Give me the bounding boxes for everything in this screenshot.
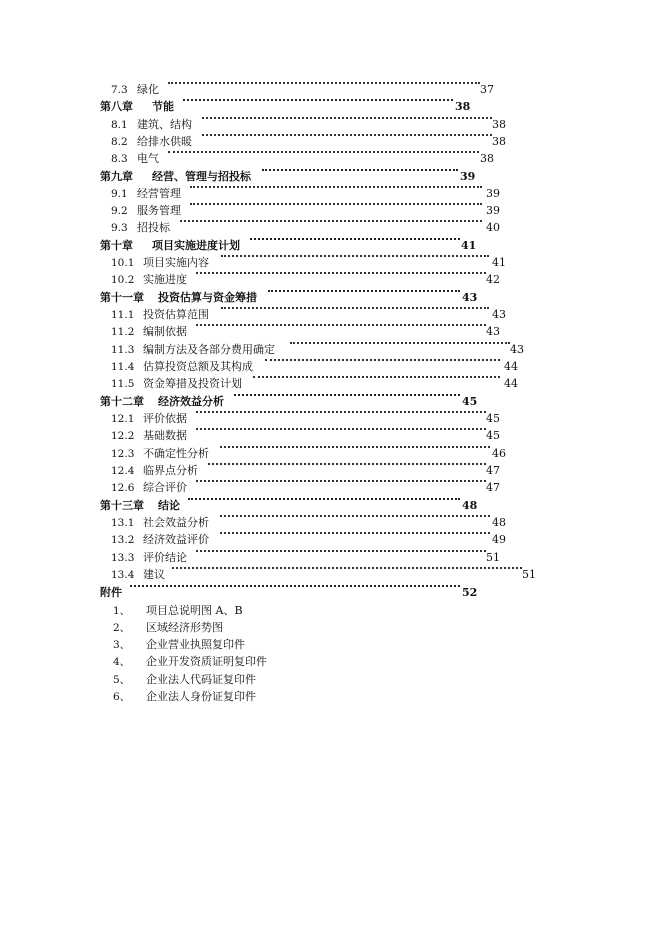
toc-page-number: 37 <box>480 83 494 96</box>
toc-page-number: 51 <box>486 551 500 564</box>
toc-page-number: 38 <box>492 118 506 131</box>
chapter-number: 第十二章 <box>100 395 144 408</box>
toc-title: 绿化 <box>137 83 159 96</box>
toc-title: 编制依据 <box>143 325 187 338</box>
dot-leader <box>196 324 486 326</box>
toc-number: 8.3 <box>111 153 128 165</box>
dot-leader <box>253 376 500 378</box>
dot-leader <box>268 290 460 292</box>
attachments-heading: 附件 <box>100 586 122 599</box>
dot-leader <box>183 99 453 101</box>
toc-title: 实施进度 <box>143 273 187 286</box>
attachment-number: 1、 <box>113 605 131 617</box>
toc-page-number: 40 <box>486 221 500 234</box>
dot-leader <box>190 186 482 188</box>
toc-page-number: 39 <box>486 204 500 217</box>
attachment-title: 企业法人代码证复印件 <box>146 673 256 686</box>
toc-title: 建筑、结构 <box>137 118 192 131</box>
toc-number: 8.1 <box>111 119 128 131</box>
dot-leader <box>234 394 460 396</box>
dot-leader <box>262 169 458 171</box>
dot-leader <box>202 134 492 136</box>
toc-title: 电气 <box>137 152 159 165</box>
attachment-number: 6、 <box>113 691 131 703</box>
attachment-number: 3、 <box>113 639 131 651</box>
dot-leader <box>208 463 486 465</box>
dot-leader <box>190 203 482 205</box>
dot-leader <box>196 272 486 274</box>
toc-number: 10.2 <box>111 274 135 286</box>
toc-number: 12.2 <box>111 430 135 442</box>
dot-leader <box>196 550 486 552</box>
toc-title: 服务管理 <box>137 204 181 217</box>
toc-number: 13.2 <box>111 534 135 546</box>
chapter-number: 第十章 <box>100 239 133 252</box>
chapter-title: 项目实施进度计划 <box>152 239 240 252</box>
toc-number: 13.3 <box>111 552 135 564</box>
toc-title: 综合评价 <box>143 481 187 494</box>
dot-leader <box>196 411 486 413</box>
dot-leader <box>265 359 500 361</box>
attachment-title: 区域经济形势图 <box>146 621 223 634</box>
toc-page-number: 43 <box>492 308 506 321</box>
toc-page-number: 42 <box>486 273 500 286</box>
toc-page-number: 38 <box>480 152 494 165</box>
attachment-number: 5、 <box>113 674 131 686</box>
toc-title: 资金筹措及投资计划 <box>143 377 242 390</box>
chapter-page-number: 39 <box>460 170 476 183</box>
toc-page-number: 45 <box>486 429 500 442</box>
dot-leader <box>172 567 522 569</box>
toc-number: 12.4 <box>111 465 135 477</box>
toc-title: 建议 <box>143 568 165 581</box>
chapter-title: 投资估算与资金筹措 <box>158 291 257 304</box>
toc-title: 项目实施内容 <box>143 256 209 269</box>
chapter-number: 第十一章 <box>100 291 144 304</box>
toc-title: 不确定性分析 <box>143 447 209 460</box>
dot-leader <box>221 307 489 309</box>
dot-leader <box>188 498 460 500</box>
toc-title: 评价结论 <box>143 551 187 564</box>
toc-number: 11.4 <box>111 361 135 373</box>
toc-title: 编制方法及各部分费用确定 <box>143 343 275 356</box>
toc-page-number: 38 <box>492 135 506 148</box>
toc-page-number: 44 <box>504 377 518 390</box>
toc-page-number: 47 <box>486 481 500 494</box>
toc-title: 经营管理 <box>137 187 181 200</box>
toc-page-number: 39 <box>486 187 500 200</box>
chapter-page-number: 48 <box>462 499 478 512</box>
dot-leader <box>130 585 460 587</box>
dot-leader <box>180 220 482 222</box>
toc-title: 经济效益评价 <box>143 533 209 546</box>
toc-title: 投资估算范围 <box>143 308 209 321</box>
toc-page-number: 51 <box>522 568 536 581</box>
toc-number: 12.3 <box>111 448 135 460</box>
toc-number: 13.1 <box>111 517 135 529</box>
chapter-page-number: 38 <box>455 100 471 113</box>
toc-number: 12.6 <box>111 482 135 494</box>
toc-title: 估算投资总额及其构成 <box>143 360 253 373</box>
attachment-number: 2、 <box>113 622 131 634</box>
chapter-number: 第十三章 <box>100 499 144 512</box>
toc-number: 9.3 <box>111 222 128 234</box>
toc-number: 13.4 <box>111 569 135 581</box>
dot-leader <box>168 82 480 84</box>
dot-leader <box>290 342 510 344</box>
chapter-number: 第九章 <box>100 170 133 183</box>
toc-page-number: 43 <box>510 343 524 356</box>
toc-page-number: 46 <box>492 447 506 460</box>
toc-title: 评价依据 <box>143 412 187 425</box>
chapter-page-number: 41 <box>461 239 477 252</box>
toc-title: 基础数据 <box>143 429 187 442</box>
toc-title: 给排水供暖 <box>137 135 192 148</box>
toc-title: 临界点分析 <box>143 464 198 477</box>
toc-number: 11.2 <box>111 326 135 338</box>
toc-number: 8.2 <box>111 136 128 148</box>
attachment-number: 4、 <box>113 656 131 668</box>
toc-page-number: 45 <box>486 412 500 425</box>
dot-leader <box>250 238 460 240</box>
dot-leader <box>221 255 489 257</box>
dot-leader <box>196 428 486 430</box>
dot-leader <box>202 117 492 119</box>
toc-number: 12.1 <box>111 413 135 425</box>
toc-number: 9.1 <box>111 188 128 200</box>
toc-page-number: 43 <box>486 325 500 338</box>
dot-leader <box>220 532 490 534</box>
chapter-page-number: 45 <box>462 395 478 408</box>
attachment-title: 企业营业执照复印件 <box>146 638 245 651</box>
dot-leader <box>168 151 479 153</box>
toc-number: 9.2 <box>111 205 128 217</box>
dot-leader <box>196 480 486 482</box>
chapter-title: 经营、管理与招投标 <box>152 170 251 183</box>
toc-number: 7.3 <box>111 84 128 96</box>
dot-leader <box>220 446 490 448</box>
toc-page-number: 41 <box>492 256 506 269</box>
toc-page-number: 47 <box>486 464 500 477</box>
toc-title: 社会效益分析 <box>143 516 209 529</box>
toc-page-number: 44 <box>504 360 518 373</box>
toc-number: 10.1 <box>111 257 135 269</box>
chapter-title: 经济效益分析 <box>158 395 224 408</box>
dot-leader <box>220 515 490 517</box>
toc-number: 11.5 <box>111 378 135 390</box>
attachment-title: 企业开发资质证明复印件 <box>146 655 267 668</box>
toc-title: 招投标 <box>137 221 170 234</box>
toc-page-number: 48 <box>492 516 506 529</box>
attachment-title: 企业法人身份证复印件 <box>146 690 256 703</box>
chapter-title: 节能 <box>152 100 174 113</box>
toc-page-number: 49 <box>492 533 506 546</box>
toc-number: 11.3 <box>111 344 135 356</box>
chapter-page-number: 43 <box>462 291 478 304</box>
attachment-title: 项目总说明图 A、B <box>146 604 243 617</box>
attachments-page-number: 52 <box>462 586 478 599</box>
chapter-title: 结论 <box>158 499 180 512</box>
chapter-number: 第八章 <box>100 100 133 113</box>
toc-number: 11.1 <box>111 309 135 321</box>
